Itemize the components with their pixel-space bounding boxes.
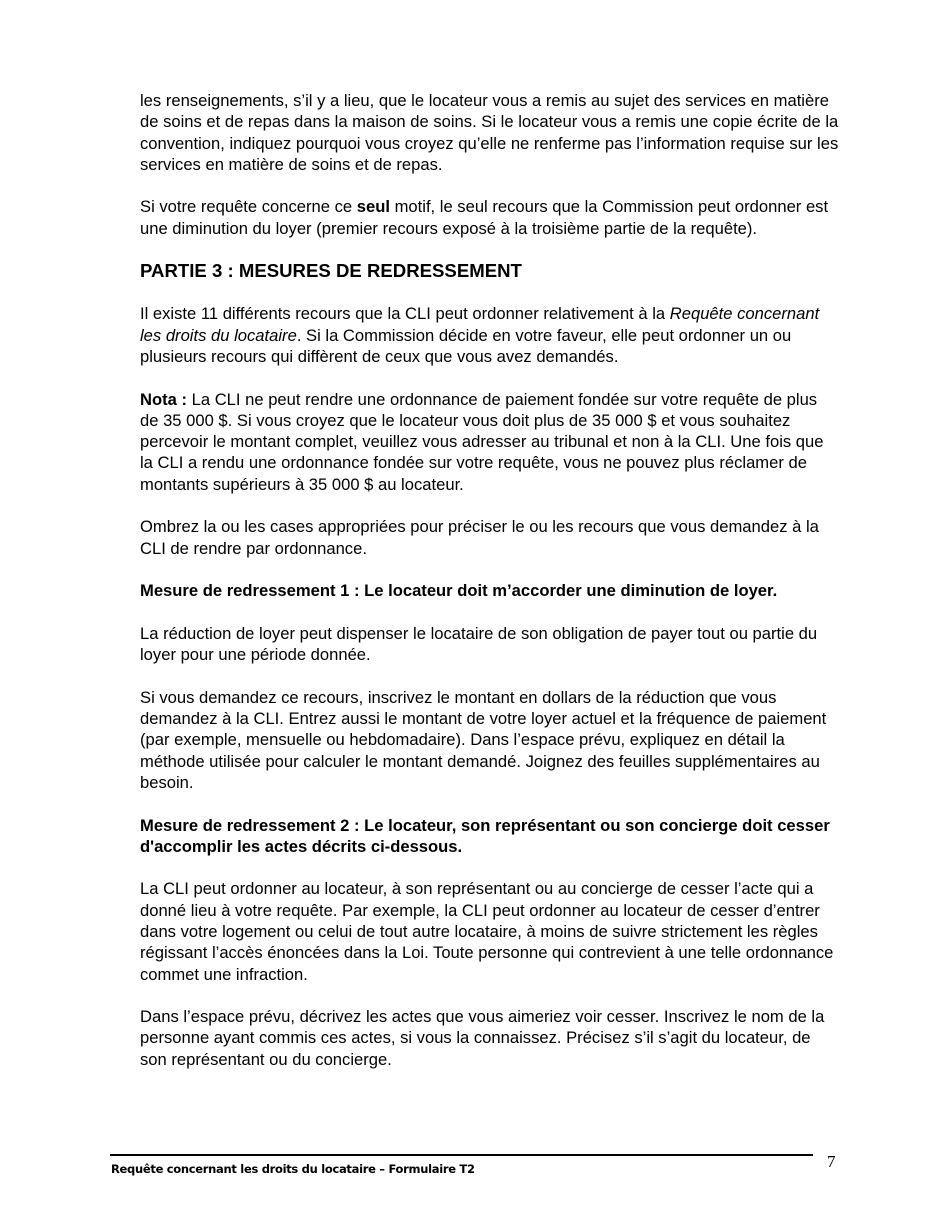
paragraph-describe-acts: Dans l’espace prévu, décrivez les actes que vous aimeriez voir cesser. Inscrivez le nom de la personne ayant commis ces actes, si vous la connaissez. Précisez s’il s’agit du locateur, de son représentant ou du concierge.	[140, 1007, 825, 1069]
paragraph-remedies-intro	[140, 303, 840, 367]
italic-form-title: Requête concernant les droits du locataire	[140, 304, 820, 345]
text-segment: motif, le seul recours que la Commission peut ordonner est une diminution du loyer (premier recours exposé à la troisième partie de la requête).	[140, 197, 829, 238]
bold-word: seul	[356, 197, 390, 217]
paragraph-care-services: les renseignements, s’il y a lieu, que le locateur vous a remis au sujet des services en matière de soins et de repas dans la maison de soins. Si le locateur vous a remis une copie écrite de la convention, indiquez pourquoi vous croyez qu’elle ne renferme pas l’information requise sur les services en matière de soins et de repas.	[140, 91, 839, 174]
paragraph-shade-boxes: Ombrez la ou les cases appropriées pour préciser le ou les recours que vous demandez à la CLI de rendre par ordonnance.	[140, 517, 819, 558]
footer-form-title: Requête concernant les droits du locataire – Formulaire T2	[111, 1162, 475, 1176]
text-segment: . Si la Commission décide en votre faveur, elle peut ordonner un ou plusieurs recours qui diffèrent de ceux que vous avez demandés.	[140, 325, 792, 366]
text-segment: Il existe 11 différents recours que la CLI peut ordonner relativement à la	[140, 304, 670, 324]
nota-label: Nota :	[140, 389, 188, 409]
page-number: 7	[827, 1152, 836, 1171]
remedy-2-title: Mesure de redressement 2 : Le locateur, son représentant ou son concierge doit cesser d'accomplir les actes décrits ci-dessous.	[140, 815, 830, 856]
footer-divider	[110, 1154, 813, 1156]
section-heading: PARTIE 3 : MESURES DE REDRESSEMENT	[140, 260, 522, 282]
paragraph-nota	[140, 389, 840, 495]
paragraph-rent-reduction-instructions: Si vous demandez ce recours, inscrivez le montant en dollars de la réduction que vous demandez à la CLI. Entrez aussi le montant de votre loyer actuel et la fréquence de paiement (par exemple, mensuelle ou hebdomadaire). Dans l’espace prévu, expliquez en détail la méthode utilisée pour calculer le montant demandé. Joignez des feuilles supplémentaires au besoin.	[140, 687, 827, 792]
nota-text: La CLI ne peut rendre une ordonnance de paiement fondée sur votre requête de plus de 35 000 $. Si vous croyez que le locateur vous doit plus de 35 000 $ et vous souhaitez percevoir le montant complet, veuillez vous adresser au tribunal et non à la CLI. Une fois que la CLI a rendu une ordonnance fondée sur votre requête, vous ne pouvez plus réclamer de montants supérieurs à 35 000 $ au locateur.	[140, 389, 824, 494]
text-segment: Si votre requête concerne ce	[140, 197, 357, 217]
remedy-1-title: Mesure de redressement 1 : Le locateur doit m’accorder une diminution de loyer.	[140, 581, 778, 601]
paragraph-cease-acts: La CLI peut ordonner au locateur, à son représentant ou au concierge de cesser l’acte qui a donné lieu à votre requête. Par exemple, la CLI peut ordonner au locateur de cesser d’entrer dans votre logement ou celui de tout autre locataire, à moins de suivre strictement les règles régissant l’accès énoncées dans la Loi. Toute personne qui contrevient à une telle ordonnance commet une infraction.	[140, 879, 834, 984]
paragraph-sole-ground	[140, 196, 840, 239]
paragraph-rent-reduction: La réduction de loyer peut dispenser le locataire de son obligation de payer tout ou partie du loyer pour une période donnée.	[140, 623, 818, 665]
page-body	[140, 90, 840, 1091]
